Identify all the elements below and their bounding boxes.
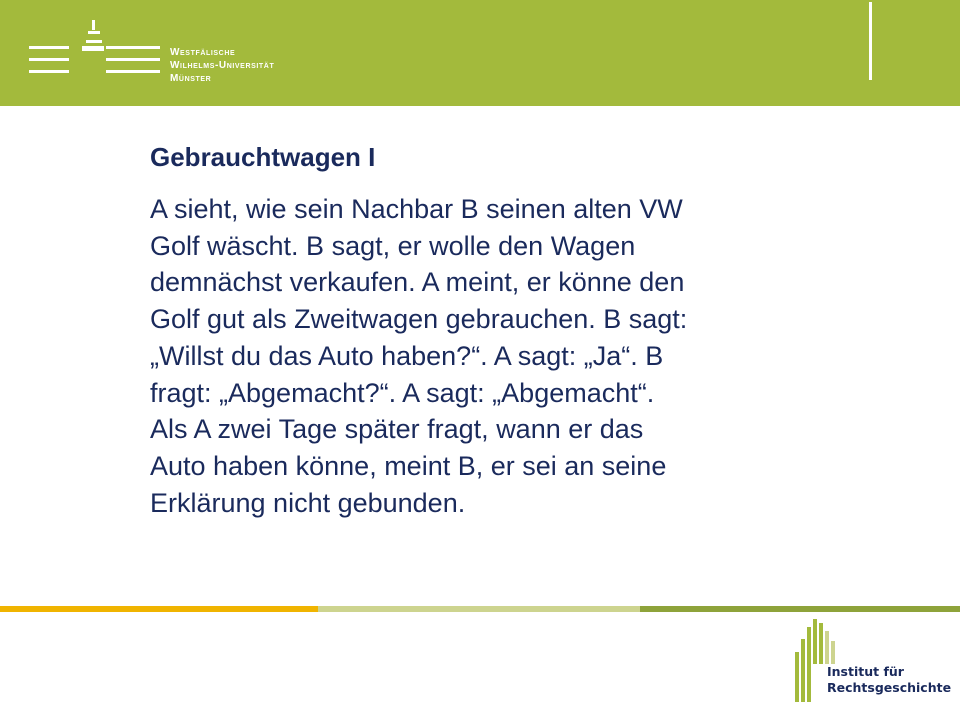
footer-rule-segment bbox=[640, 606, 960, 612]
institute-name bbox=[827, 664, 951, 696]
body-line: fragt: „Abgemacht?“. A sagt: „Abgemacht“. bbox=[150, 377, 655, 408]
body-line: Erklärung nicht gebunden. bbox=[150, 487, 466, 518]
body-line: A sieht, wie sein Nachbar B seinen alten VW bbox=[150, 194, 683, 224]
slide-body bbox=[150, 191, 910, 521]
university-name bbox=[170, 46, 274, 85]
body-line: Auto haben könne, meint B, er sei an seine bbox=[150, 450, 667, 481]
slide-title: Gebrauchtwagen I bbox=[150, 142, 376, 172]
footer-rule-segment bbox=[0, 606, 318, 612]
body-line: Golf wäscht. B sagt, er wolle den Wagen bbox=[150, 230, 636, 261]
body-line: demnächst verkaufen. A meint, er könne den bbox=[150, 267, 685, 298]
footer-rule-segment bbox=[318, 606, 640, 612]
body-line: „Willst du das Auto haben?“. A sagt: „Ja“. B bbox=[150, 340, 664, 371]
header-band bbox=[0, 0, 960, 106]
footer-rule bbox=[0, 606, 960, 612]
university-logo-icon bbox=[28, 18, 163, 86]
university-name-line: Münster bbox=[170, 73, 212, 84]
header-divider bbox=[869, 2, 872, 80]
university-name-line: Wilhelms-Universität bbox=[170, 60, 275, 71]
institute-name-line: Rechtsgeschichte bbox=[827, 680, 952, 695]
university-name-line: Westfälische bbox=[170, 47, 236, 58]
institute-name-line: Institut für bbox=[827, 664, 904, 679]
body-line: Als A zwei Tage später fragt, wann er das bbox=[150, 414, 644, 445]
body-line: Golf gut als Zweitwagen gebrauchen. B sagt: bbox=[150, 304, 688, 335]
